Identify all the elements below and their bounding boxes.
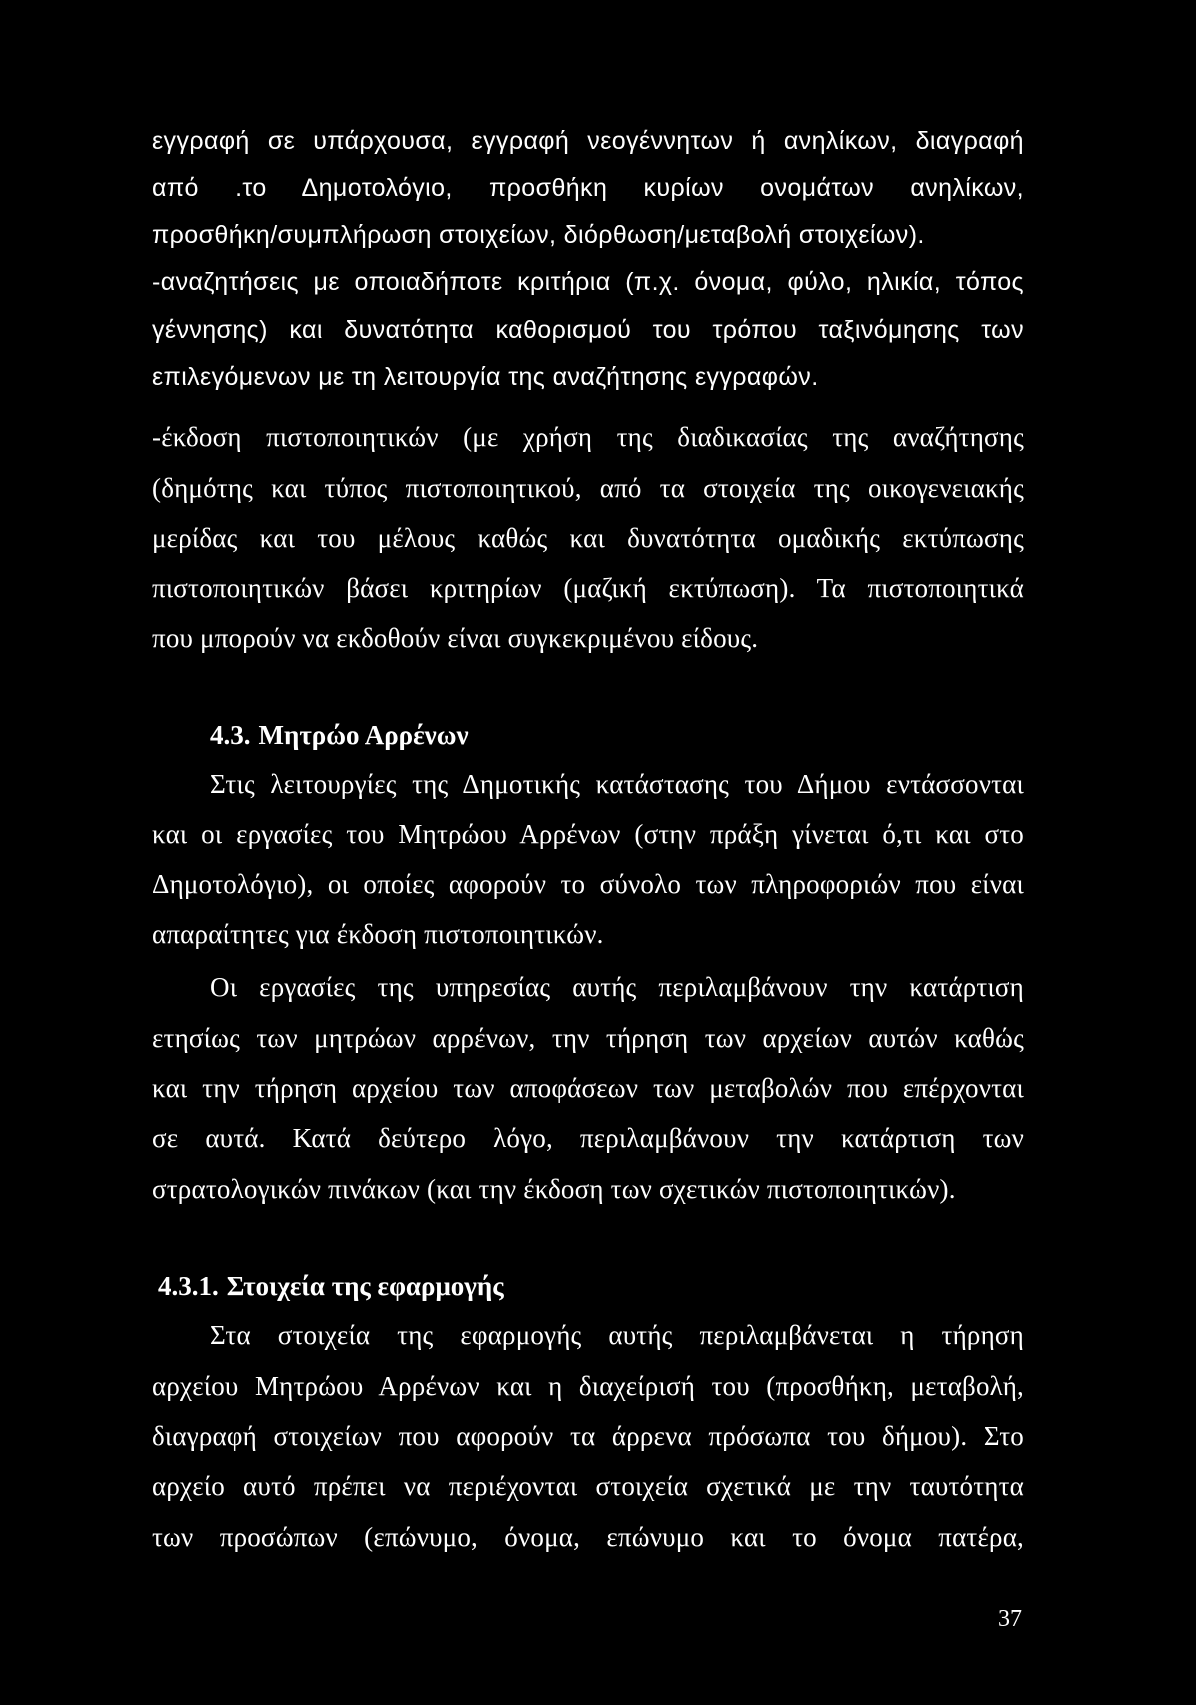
text-line: διαγραφή στοιχείων που αφορούν τα άρρενα πρόσωπα του δήμου). Στο: [152, 1421, 1024, 1451]
section-title: Στοιχεία της εφαρμογής: [226, 1271, 504, 1301]
text-line: (δημότης και τύπος πιστοποιητικού, από τα στοιχεία της οικογενειακής: [152, 473, 1024, 503]
text-line: Στα στοιχεία της εφαρμογής αυτής περιλαμβάνεται η τήρηση: [210, 1320, 1024, 1350]
text-line: αρχείου Μητρώου Αρρένων και η διαχείρισή του (προσθήκη, μεταβολή,: [152, 1371, 1024, 1401]
text-line: αρχείο αυτό πρέπει να περιέχονται στοιχεία σχετικά με την ταυτότητα: [152, 1471, 1024, 1501]
text-line: των προσώπων (επώνυμο, όνομα, επώνυμο και το όνομα πατέρα,: [152, 1522, 1024, 1552]
section-number: 4.3.1.: [158, 1271, 219, 1301]
section-heading: [210, 718, 469, 752]
text-line: από .το Δημοτολόγιο, προσθήκη κυρίων ονομάτων ανηλίκων,: [152, 174, 1024, 202]
section-number: 4.3.: [210, 720, 251, 750]
text-line: Οι εργασίες της υπηρεσίας αυτής περιλαμβάνουν την κατάρτιση: [210, 972, 1024, 1002]
section-title: Μητρώο Αρρένων: [258, 720, 469, 750]
text-line: μερίδας και του μέλους καθώς και δυνατότητα ομαδικής εκτύπωσης: [152, 523, 1024, 553]
text-line: -αναζητήσεις με οποιαδήποτε κριτήρια (π.χ. όνομα, φύλο, ηλικία, τόπος: [152, 268, 1024, 296]
page-number: 37: [998, 1606, 1022, 1632]
text-line: προσθήκη/συμπλήρωση στοιχείων, διόρθωση/μεταβολή στοιχείων).: [152, 221, 925, 249]
text-line: -έκδοση πιστοποιητικών (με χρήση της διαδικασίας της αναζήτησης: [152, 422, 1024, 452]
text-line: επιλεγόμενων με τη λειτουργία της αναζήτησης εγγραφών.: [152, 363, 819, 391]
text-line: Στις λειτουργίες της Δημοτικής κατάστασης του Δήμου εντάσσονται: [210, 769, 1024, 799]
text-line: στρατολογικών πινάκων (και την έκδοση των σχετικών πιστοποιητικών).: [152, 1174, 956, 1204]
text-line: απαραίτητες για έκδοση πιστοποιητικών.: [152, 919, 604, 949]
text-line: και οι εργασίες του Μητρώου Αρρένων (στην πράξη γίνεται ό,τι και στο: [152, 819, 1024, 849]
text-line: σε αυτά. Κατά δεύτερο λόγο, περιλαμβάνουν την κατάρτιση των: [152, 1123, 1024, 1153]
text-line: πιστοποιητικών βάσει κριτηρίων (μαζική εκτύπωση). Τα πιστοποιητικά: [152, 573, 1024, 603]
text-line: που μπορούν να εκδοθούν είναι συγκεκριμένου είδους.: [152, 623, 759, 653]
text-line: και την τήρηση αρχείου των αποφάσεων των μεταβολών που επέρχονται: [152, 1073, 1024, 1103]
text-line: ετησίως των μητρώων αρρένων, την τήρηση των αρχείων αυτών καθώς: [152, 1023, 1024, 1053]
subsection-heading: [158, 1269, 504, 1303]
text-line: εγγραφή σε υπάρχουσα, εγγραφή νεογέννητων ή ανηλίκων, διαγραφή: [152, 127, 1024, 155]
text-line: γέννησης) και δυνατότητα καθορισμού του τρόπου ταξινόμησης των: [152, 316, 1024, 344]
text-line: Δημοτολόγιο), οι οποίες αφορούν το σύνολο των πληροφοριών που είναι: [152, 869, 1024, 899]
